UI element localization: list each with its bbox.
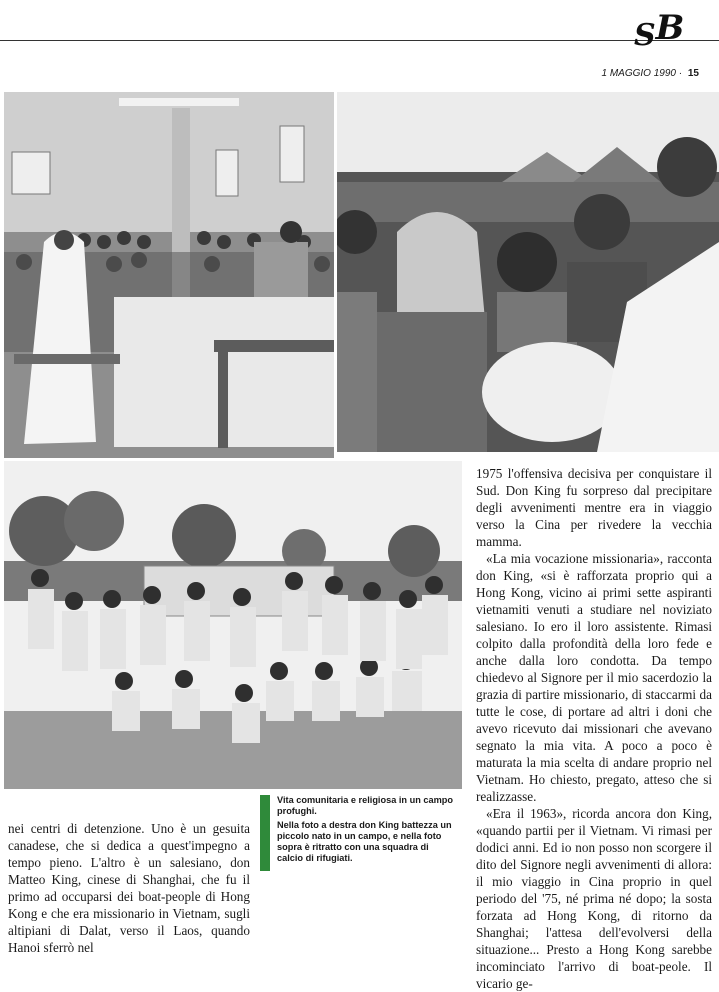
header-rule: [0, 40, 719, 41]
article-right-column: [476, 465, 712, 992]
refugee-football-team-photo: [4, 461, 462, 789]
caption-line: Vita comunitaria e religiosa in un campo profughi.: [277, 795, 453, 816]
baptism-photo: [337, 92, 719, 452]
article-left-column: [8, 820, 250, 956]
magazine-logo: SB: [634, 8, 685, 53]
photo-caption: [277, 795, 457, 867]
caption-accent-bar: [260, 795, 270, 871]
article-paragraph: 1975 l'offensiva decisiva per conquistare il Sud. Don King fu sorpreso dal precipitare degli avvenimenti mentre era in viaggio verso la Cina per rivedere la vecchia mamma.: [476, 466, 712, 549]
wedding-mass-photo: [4, 92, 334, 458]
article-paragraph: nei centri di detenzione. Uno è un gesuita canadese, che si dedica a quest'impegno a tempo pieno. L'altro è un salesiano, don Matteo King, cinese di Shanghai, che fu il primo ad occuparsi dei boat-people di Hong Kong e che era missionario in Vietnam, sugli altipiani di Dalat, verso il Laos, quando Hanoi sferrò nel: [8, 821, 250, 955]
page-number: 15: [687, 68, 699, 79]
issue-date: 1 MAGGIO 1990: [601, 68, 676, 79]
article-paragraph: «La mia vocazione missionaria», racconta don King, «si è rafforzata proprio qui a Hong Kong, vicino ai primi sette aspiranti vietnamiti venuti a studiare nel noviziato salesiano. Io ero il loro assistente. Rimasi colpito dalla profondità della loro fede e anche dalla loro condotta. Da tempo chiedevo al Signore per il mio sacerdozio la grazia di partire missionario, di staccarmi da tutte le cose, di portare ad altri i doni che avevo ricevuto dai missionari che avevano segnato la mia vita. A poco a poco è maturata la mia scelta di andare proprio nel Vietnam. Ho chiesto, pregato, atteso che si realizzasse.: [476, 551, 712, 804]
page-folio: 1 MAGGIO 1990 · 15: [601, 68, 699, 79]
article-paragraph: «Era il 1963», ricorda ancora don King, «quando partii per il Vietnam. Vi rimasi per dodici anni. Ed io non posso non scorgere il dito del Signore negli avvenimenti di allora: il mio viaggio in Cina proprio in quel periodo del '75, né prima né dopo; la sosta forzata ad Hong Kong, di ritorno da Shanghai; l'attesa dell'evolversi della situazione... Presto a Hong Kong sarebbe incominciato l'arrivo di boat-peole. Il vicario ge-: [476, 806, 712, 991]
caption-line: Nella foto a destra don King battezza un piccolo nato in un campo, e nella foto sopra è ritratto con una squadra di calcio di rifugiati.: [277, 820, 452, 863]
